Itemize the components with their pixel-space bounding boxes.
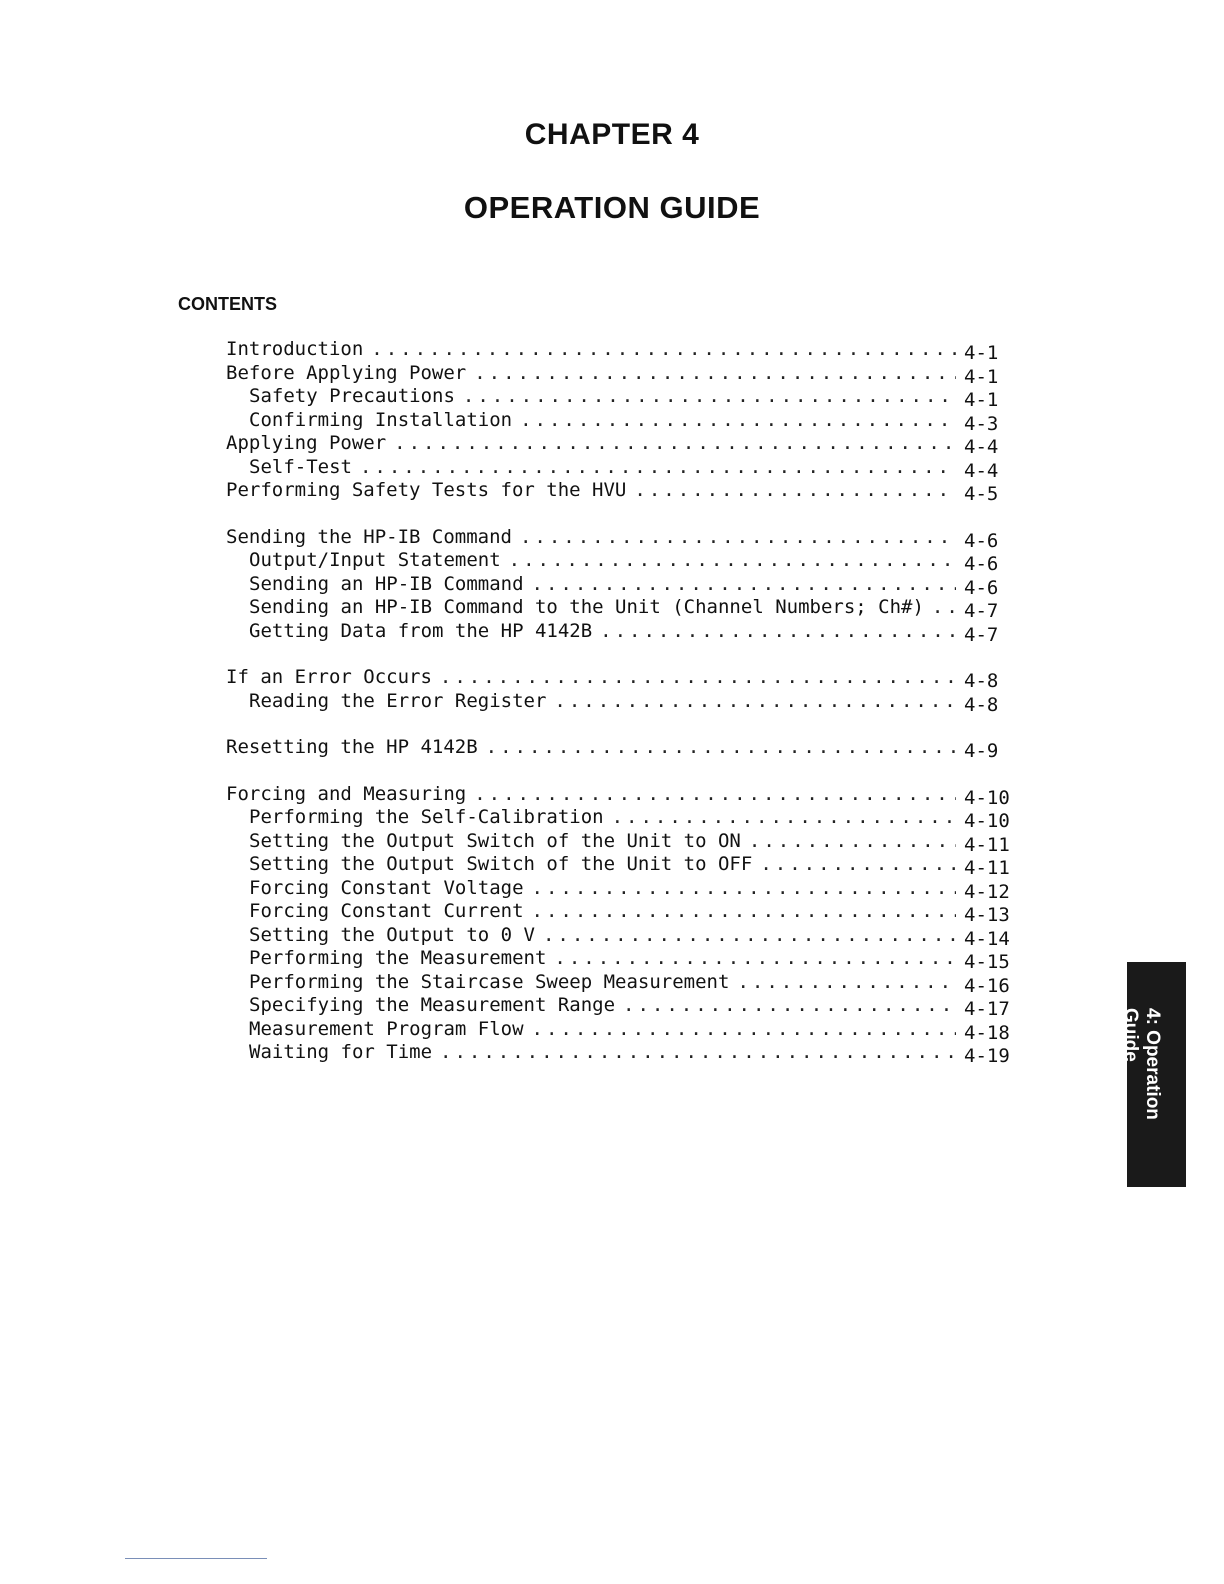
toc-entry-page: 4-4 bbox=[964, 459, 999, 482]
toc-dot-leader bbox=[394, 432, 956, 456]
toc-dot-leader bbox=[440, 666, 956, 690]
toc-entry-title: Measurement Program Flow bbox=[249, 1017, 524, 1040]
toc-entry-title: Confirming Installation bbox=[249, 408, 513, 431]
toc-group bbox=[226, 666, 1026, 716]
toc-entry-page: 4-10 bbox=[964, 810, 1010, 832]
toc-entry-title: If an Error Occurs bbox=[226, 666, 432, 688]
toc-dot-leader bbox=[440, 1041, 956, 1065]
toc-dot-leader bbox=[532, 573, 956, 597]
toc-entry-page: 4-8 bbox=[964, 693, 999, 716]
toc-entry-page: 4-7 bbox=[964, 623, 999, 646]
chapter-side-tab bbox=[1120, 962, 1186, 1187]
toc-dot-leader bbox=[932, 596, 956, 620]
toc-dot-leader bbox=[532, 1018, 956, 1042]
toc-entry-page: 4-6 bbox=[964, 576, 999, 599]
toc-entry-title: Setting the Output Switch of the Unit to OFF bbox=[249, 853, 753, 875]
toc-group bbox=[226, 783, 1026, 1065]
toc-entry bbox=[226, 853, 1026, 877]
toc-entry bbox=[226, 806, 1026, 830]
toc-group bbox=[226, 736, 1026, 760]
toc-dot-leader bbox=[760, 853, 956, 877]
toc-entry-title: Forcing Constant Current bbox=[249, 900, 524, 922]
toc-group bbox=[226, 338, 1026, 503]
toc-entry-page: 4-14 bbox=[964, 927, 1010, 950]
toc-entry-title: Output/Input Statement bbox=[249, 549, 501, 571]
toc-entry bbox=[226, 456, 1026, 480]
toc-entry bbox=[226, 900, 1026, 924]
toc-dot-leader bbox=[509, 549, 956, 573]
toc-entry-page: 4-11 bbox=[964, 857, 1010, 879]
toc-entry-title: Reading the Error Register bbox=[249, 689, 547, 712]
toc-entry bbox=[226, 573, 1026, 597]
toc-dot-leader bbox=[463, 385, 956, 409]
toc-entry-title: Before Applying Power bbox=[226, 361, 467, 384]
toc-entry-page: 4-5 bbox=[964, 483, 999, 505]
toc-dot-leader bbox=[520, 526, 956, 550]
toc-entry-page: 4-18 bbox=[964, 1021, 1010, 1044]
toc-dot-leader bbox=[737, 971, 956, 995]
toc-entry bbox=[226, 409, 1026, 433]
toc-entry bbox=[226, 620, 1026, 644]
toc-entry-page: 4-9 bbox=[964, 740, 999, 762]
toc-entry-page: 4-12 bbox=[964, 880, 1010, 903]
toc-entry bbox=[226, 736, 1026, 760]
toc-entry bbox=[226, 596, 1026, 620]
toc-dot-leader bbox=[612, 806, 956, 830]
side-tab-line-1: 4: Operation bbox=[1142, 1008, 1163, 1120]
toc-entry bbox=[226, 690, 1026, 714]
toc-entry bbox=[226, 432, 1026, 456]
toc-dot-leader bbox=[554, 947, 956, 971]
toc-entry-page: 4-4 bbox=[964, 436, 999, 458]
toc-entry bbox=[226, 526, 1026, 550]
toc-entry bbox=[226, 783, 1026, 807]
toc-dot-leader bbox=[486, 736, 956, 760]
toc-entry-title: Performing the Measurement bbox=[249, 947, 547, 969]
toc-dot-leader bbox=[634, 479, 956, 503]
table-of-contents bbox=[226, 338, 1026, 1088]
toc-entry-page: 4-6 bbox=[964, 529, 999, 552]
toc-dot-leader bbox=[371, 338, 956, 362]
toc-entry bbox=[226, 877, 1026, 901]
toc-entry-title: Specifying the Measurement Range bbox=[249, 994, 616, 1016]
toc-entry bbox=[226, 924, 1026, 948]
toc-entry-title: Self-Test bbox=[249, 455, 352, 478]
toc-entry-page: 4-13 bbox=[964, 904, 1010, 926]
chapter-number: CHAPTER 4 bbox=[524, 118, 700, 151]
toc-dot-leader bbox=[474, 783, 956, 807]
toc-dot-leader bbox=[532, 900, 956, 924]
toc-entry-page: 4-1 bbox=[964, 365, 999, 388]
side-tab-label bbox=[1119, 1008, 1163, 1120]
toc-dot-leader bbox=[749, 830, 956, 854]
toc-entry bbox=[226, 362, 1026, 386]
toc-entry-title: Setting the Output Switch of the Unit to ON bbox=[249, 829, 741, 852]
footer-rule bbox=[125, 1558, 267, 1559]
toc-entry-page: 4-15 bbox=[964, 951, 1010, 973]
toc-dot-leader bbox=[600, 620, 956, 644]
toc-dot-leader bbox=[554, 690, 956, 714]
toc-entry-title: Introduction bbox=[226, 338, 364, 360]
toc-entry-title: Performing the Staircase Sweep Measurement bbox=[249, 970, 730, 993]
toc-dot-leader bbox=[543, 924, 956, 948]
toc-entry bbox=[226, 994, 1026, 1018]
toc-entry bbox=[226, 1041, 1026, 1065]
toc-dot-leader bbox=[520, 409, 956, 433]
toc-entry-title: Performing the Self-Calibration bbox=[249, 806, 604, 828]
toc-entry bbox=[226, 830, 1026, 854]
toc-entry-page: 4-11 bbox=[964, 833, 1010, 856]
toc-entry-page: 4-19 bbox=[964, 1045, 1010, 1067]
toc-entry-title: Forcing and Measuring bbox=[226, 782, 467, 805]
toc-entry bbox=[226, 947, 1026, 971]
toc-entry-title: Resetting the HP 4142B bbox=[226, 736, 478, 758]
toc-entry-title: Performing Safety Tests for the HVU bbox=[226, 479, 627, 501]
toc-entry bbox=[226, 338, 1026, 362]
toc-dot-leader bbox=[360, 456, 956, 480]
toc-entry-title: Forcing Constant Voltage bbox=[249, 876, 524, 899]
toc-entry-page: 4-7 bbox=[964, 600, 999, 622]
toc-entry-page: 4-1 bbox=[964, 389, 999, 411]
toc-group bbox=[226, 526, 1026, 644]
toc-entry-page: 4-17 bbox=[964, 998, 1010, 1020]
toc-entry-page: 4-3 bbox=[964, 412, 999, 435]
toc-dot-leader bbox=[623, 994, 956, 1018]
toc-entry-title: Sending an HP-IB Command bbox=[249, 572, 524, 595]
toc-entry bbox=[226, 549, 1026, 573]
toc-entry bbox=[226, 666, 1026, 690]
toc-entry bbox=[226, 385, 1026, 409]
toc-entry-title: Sending an HP-IB Command to the Unit (Channel Numbers; Ch#) bbox=[249, 596, 924, 618]
side-tab-line-2: Guide bbox=[1120, 1008, 1141, 1062]
toc-entry bbox=[226, 479, 1026, 503]
contents-heading: CONTENTS bbox=[178, 294, 277, 314]
toc-entry-title: Setting the Output to 0 V bbox=[249, 923, 535, 946]
toc-entry-page: 4-1 bbox=[964, 342, 999, 364]
toc-entry bbox=[226, 971, 1026, 995]
toc-entry-page: 4-8 bbox=[964, 670, 999, 692]
toc-dot-leader bbox=[474, 362, 956, 386]
toc-entry-title: Waiting for Time bbox=[249, 1041, 433, 1063]
toc-entry-page: 4-6 bbox=[964, 553, 999, 575]
chapter-title: OPERATION GUIDE bbox=[463, 190, 761, 225]
toc-entry-page: 4-16 bbox=[964, 974, 1010, 997]
toc-entry-page: 4-10 bbox=[964, 786, 1010, 809]
toc-entry-title: Applying Power bbox=[226, 432, 387, 454]
toc-entry-title: Safety Precautions bbox=[249, 385, 455, 407]
toc-entry-title: Getting Data from the HP 4142B bbox=[249, 619, 593, 642]
toc-entry-title: Sending the HP-IB Command bbox=[226, 525, 512, 548]
toc-dot-leader bbox=[532, 877, 956, 901]
toc-entry bbox=[226, 1018, 1026, 1042]
